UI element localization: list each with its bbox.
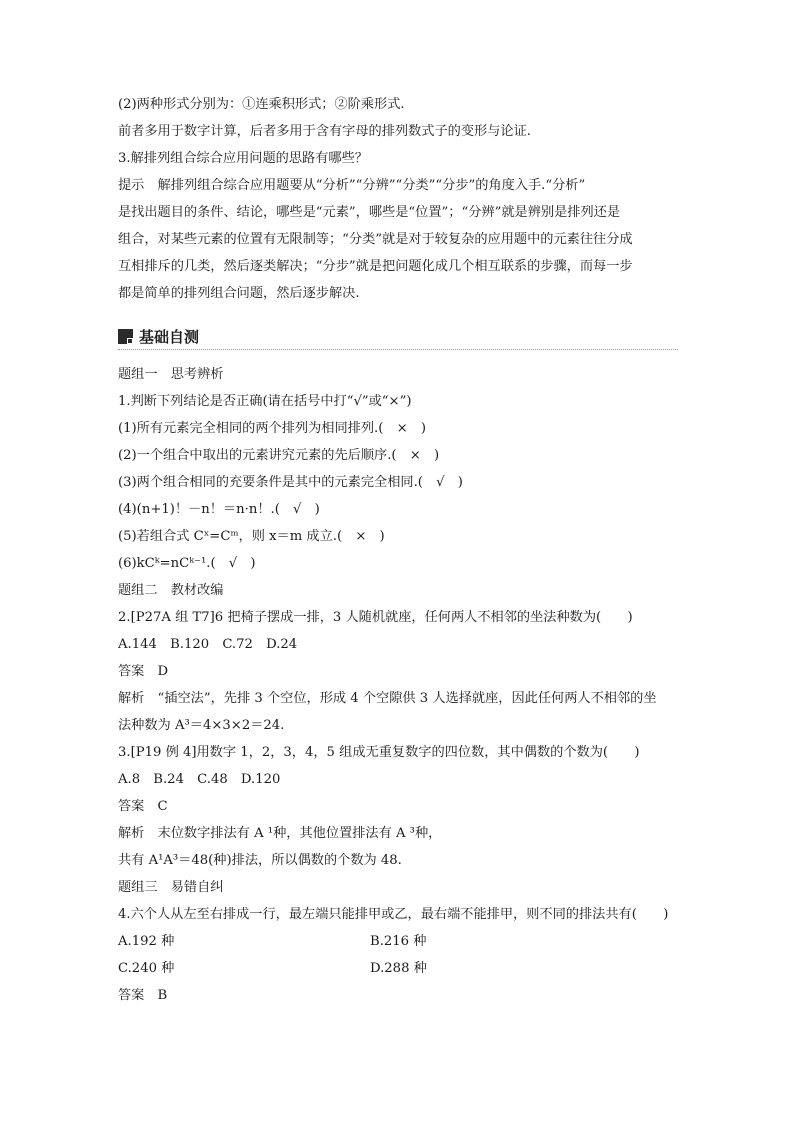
hint-line-5: 都是简单的排列组合问题，然后逐步解决. (118, 286, 360, 301)
question-4-option-d: D.288 种 (370, 961, 427, 976)
question-2: 2.[P27A 组 T7]6 把椅子摆成一排，3 人随机就座，任何两人不相邻的坐法种数为( ) (118, 610, 633, 625)
section-divider (118, 349, 678, 350)
question-4-option-c: C.240 种 (118, 961, 175, 976)
question-3-explanation-1: 解析 末位数字排法有 A ¹种，其他位置排法有 A ³种， (118, 826, 442, 841)
question-4-option-a: A.192 种 (118, 934, 175, 949)
section-square-icon (118, 329, 133, 344)
judgement-item-5: (5)若组合式 Cˣ=Cᵐ，则 x＝m 成立.( × ) (118, 529, 385, 544)
question-3-heading: 3.解排列组合综合应用问题的思路有哪些？ (118, 151, 368, 166)
group-2-title: 题组二 教材改编 (118, 583, 224, 598)
section-header (118, 326, 199, 346)
section-title: 基础自测 (139, 327, 200, 346)
judgement-item-4: (4)(n+1)！－n！＝n·n！.( √ ) (118, 502, 320, 517)
intro-line-1: (2)两种形式分别为：①连乘积形式；②阶乘形式. (118, 97, 405, 112)
judgement-item-2: (2)一个组合中取出的元素讲究元素的先后顺序.( × ) (118, 448, 440, 463)
intro-line-2: 前者多用于数字计算，后者多用于含有字母的排列数式子的变形与论证. (118, 124, 532, 139)
question-3-explanation-2: 共有 A¹A³＝48(种)排法，所以偶数的个数为 48. (118, 853, 402, 868)
question-4-option-b: B.216 种 (370, 934, 427, 949)
question-3: 3.[P19 例 4]用数字 1，2，3，4，5 组成无重复数字的四位数，其中偶数的个数为( ) (118, 745, 640, 760)
judgement-item-3: (3)两个组合相同的充要条件是其中的元素完全相同.( √ ) (118, 475, 463, 490)
hint-line-3: 组合，对某些元素的位置有无限制等；“分类”就是对于较复杂的应用题中的元素往往分成 (118, 232, 633, 247)
question-2-options: A.144 B.120 C.72 D.24 (118, 637, 298, 652)
question-2-explanation-1: 解析 “插空法”，先排 3 个空位，形成 4 个空隙供 3 人选择就座，因此任何两人不相邻的坐 (118, 691, 657, 706)
hint-line-4: 互相排斥的几类，然后逐类解决；“分步”就是把问题化成几个相互联系的步骤，而每一步 (118, 259, 633, 274)
hint-line-2: 是找出题目的条件、结论，哪些是“元素”，哪些是“位置”；“分辨”就是辨别是排列还是 (118, 205, 621, 220)
question-2-explanation-2: 法种数为 A³＝4×3×2＝24. (118, 718, 285, 733)
question-4-answer: 答案 B (118, 988, 168, 1003)
question-2-answer: 答案 D (118, 664, 169, 679)
question-3-answer: 答案 C (118, 799, 168, 814)
group-3-title: 题组三 易错自纠 (118, 880, 224, 895)
judgement-item-6: (6)kCᵏ=nCᵏ⁻¹.( √ ) (118, 556, 256, 571)
question-1: 1.判断下列结论是否正确(请在括号中打“√”或“×”) (118, 394, 412, 409)
hint-line-1: 提示 解排列组合综合应用题要从“分析”“分辨”“分类”“分步”的角度入手.“分析” (118, 178, 586, 193)
group-1-title: 题组一 思考辨析 (118, 367, 224, 382)
question-3-options: A.8 B.24 C.48 D.120 (118, 772, 281, 787)
question-4: 4.六个人从左至右排成一行，最左端只能排甲或乙，最右端不能排甲，则不同的排法共有( ) (118, 907, 669, 922)
judgement-item-1: (1)所有元素完全相同的两个排列为相同排列.( × ) (118, 421, 426, 436)
